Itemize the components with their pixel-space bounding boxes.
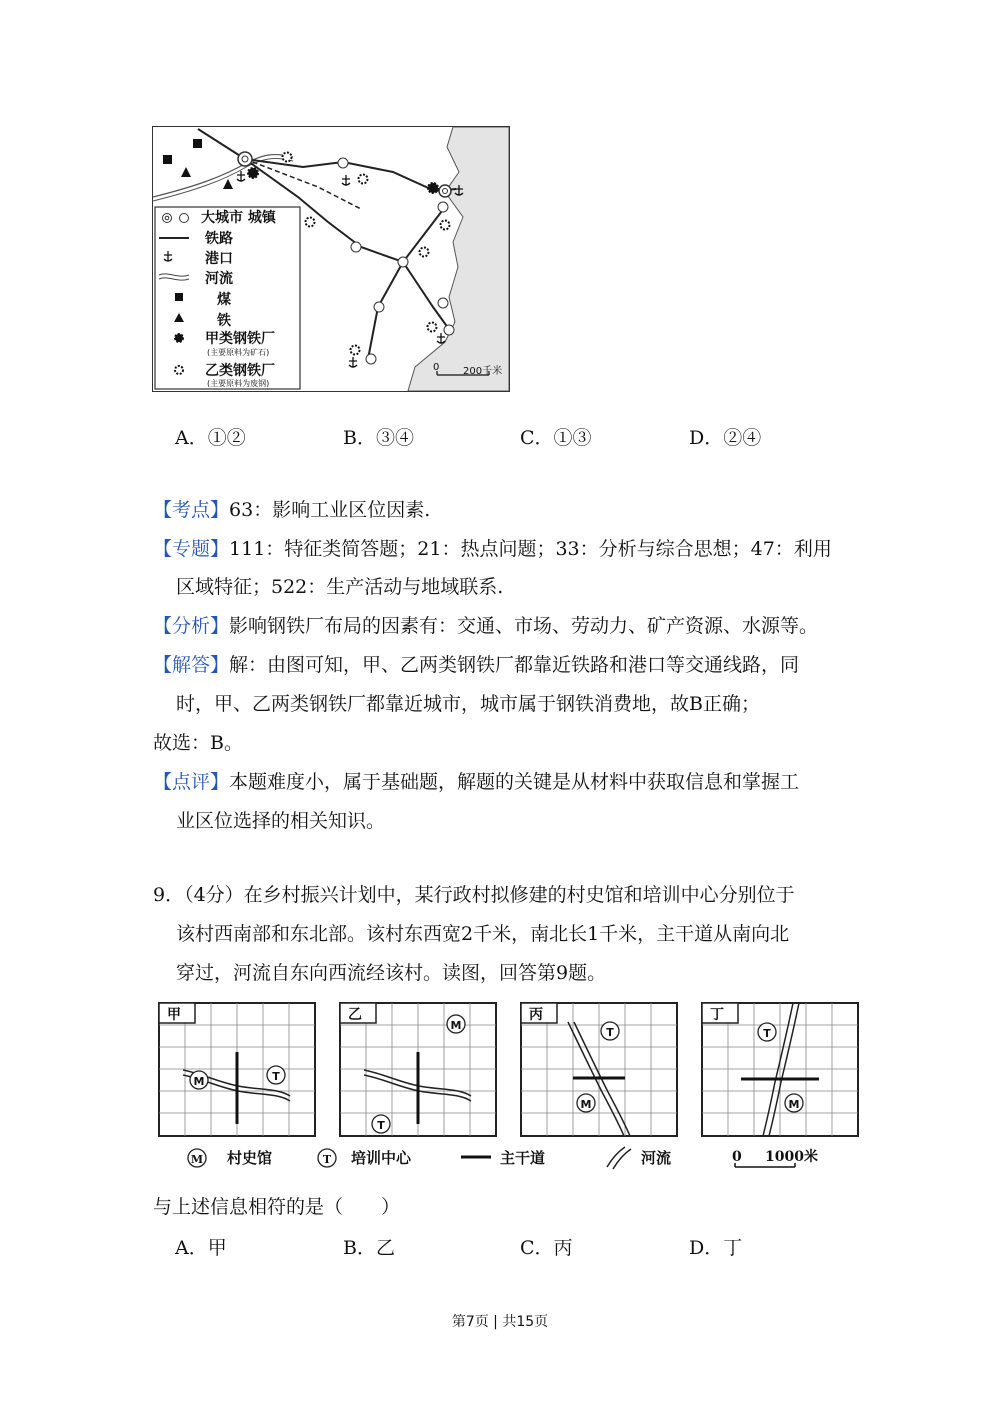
q9-stem-line-1: 9．（4分）在乡村振兴计划中，某行政村拟修建的村史馆和培训中心分别位于 [153, 884, 795, 906]
q8-option-b[interactable]: B．③④ [343, 427, 414, 449]
legend-town-symbol [180, 214, 189, 223]
jieda-tag: 【解答】 [153, 654, 230, 676]
town-marker [398, 257, 408, 267]
panel-jia [158, 1002, 316, 1137]
zhuanti-line-2: 区域特征；522：生产活动与地域联系. [176, 576, 504, 598]
panel-bing-label: 丙 [529, 1007, 543, 1023]
zhuanti-text: 111：特征类简答题；21：热点问题；33：分析与综合思想；47：利用 [229, 538, 832, 560]
q8-option-c[interactable]: C．①③ [520, 427, 592, 449]
legend-museum-label: 村史馆 [227, 1149, 273, 1167]
page-footer: 第7页 | 共15页 [451, 1314, 549, 1330]
panel-yi-museum-marker: M [450, 1019, 462, 1032]
dianping-tag: 【点评】 [153, 771, 230, 793]
jieda-line [153, 653, 799, 677]
fenxi-line [153, 614, 818, 638]
plant-b-marker [283, 153, 292, 162]
guxuan-line: 故选：B。 [153, 732, 243, 754]
legend-river-label: 河流 [205, 271, 233, 287]
coal-marker [193, 139, 202, 148]
plant-b-marker [351, 346, 360, 355]
legend-city-symbol [163, 214, 172, 223]
map-scale-label: 200千米 [463, 366, 503, 377]
fenxi-tag: 【分析】 [153, 615, 230, 637]
panel-ding-label: 丁 [710, 1007, 724, 1023]
dianping-text: 本题难度小，属于基础题，解题的关键是从材料中获取信息和掌握工 [229, 771, 800, 793]
big-city-marker [439, 185, 451, 197]
legend-museum-symbol: M [190, 1153, 204, 1166]
town-marker [438, 298, 448, 308]
q9-legend [175, 1143, 835, 1177]
q9-option-d[interactable]: D．丁 [689, 1237, 743, 1259]
legend-plant-b-symbol [175, 366, 183, 374]
q9-question: 与上述信息相符的是（ ） [153, 1196, 401, 1218]
legend-training-symbol: T [322, 1153, 332, 1166]
jieda-text: 解：由图可知，甲、乙两类钢铁厂都靠近铁路和港口等交通线路，同 [229, 654, 800, 676]
town-marker [438, 202, 448, 212]
legend-railway-label: 铁路 [205, 231, 233, 247]
steel-plant-map [152, 126, 510, 392]
plant-a-marker [248, 168, 258, 178]
legend-scale-label: 1000米 [765, 1149, 818, 1165]
panel-ding-training-marker: T [763, 1027, 771, 1040]
plant-b-marker [420, 248, 429, 257]
panel-jia-label: 甲 [167, 1007, 181, 1023]
river-line [153, 155, 293, 197]
legend-plant-b-note: (主要原料为废钢) [207, 379, 270, 388]
legend-plant-a-symbol [175, 334, 183, 342]
iron-marker [181, 167, 191, 177]
plant-b-marker [306, 218, 315, 227]
zhuanti-tag: 【专题】 [153, 538, 230, 560]
panel-ding-museum-marker: M [788, 1098, 800, 1111]
legend-coal-symbol [175, 293, 183, 301]
q9-stem-line-2: 该村西南部和东北部。该村东西宽2千米，南北长1千米，主干道从南向北 [176, 923, 790, 945]
q8-option-a[interactable]: A．①② [175, 427, 246, 449]
kaodian-line [153, 498, 430, 522]
q8-option-d[interactable]: D．②④ [689, 427, 762, 449]
kaodian-text: 63：影响工业区位因素. [229, 499, 431, 521]
legend-coal-label: 煤 [217, 292, 231, 308]
dianping-line-2: 业区位选择的相关知识。 [176, 810, 386, 832]
jieda-line-2: 时，甲、乙两类钢铁厂都靠近城市，城市属于钢铁消费地，故B正确； [176, 693, 760, 715]
legend-city-town-label: 大城市 城镇 [201, 210, 276, 226]
panel-bing-museum-marker: M [580, 1098, 592, 1111]
q9-option-a[interactable]: A．甲 [175, 1237, 227, 1259]
legend-port-label: 港口 [205, 251, 233, 267]
iron-marker [223, 179, 233, 189]
town-marker [366, 354, 376, 364]
legend-plant-a-note: (主要原料为矿石) [207, 348, 270, 357]
town-marker [374, 302, 384, 312]
plant-a-marker [428, 183, 438, 193]
panel-bing-training-marker: T [606, 1026, 614, 1039]
zhuanti-line [153, 537, 832, 561]
panel-yi [339, 1002, 497, 1137]
panel-bing [520, 1002, 678, 1137]
railway-line [368, 262, 403, 359]
river-line [153, 159, 293, 201]
legend-scale-zero: 0 [732, 1149, 742, 1165]
map-scale-zero: 0 [433, 362, 440, 373]
legend-plant-b-label: 乙类钢铁厂 [205, 363, 275, 379]
big-city-marker [238, 152, 252, 166]
panel-jia-training-marker: T [272, 1070, 280, 1083]
railway-line [403, 262, 451, 332]
plant-b-marker [359, 175, 368, 184]
panel-yi-training-marker: T [377, 1119, 385, 1132]
sea-area [408, 127, 509, 391]
panel-jia-graphic [158, 1002, 316, 1137]
town-marker [351, 242, 361, 252]
q9-option-b[interactable]: B．乙 [343, 1237, 395, 1259]
panel-ding [701, 1002, 859, 1137]
q9-stem-line-3: 穿过，河流自东向西流经该村。读图，回答第9题。 [176, 962, 607, 984]
panel-yi-label: 乙 [348, 1007, 362, 1023]
panel-bing-graphic [520, 1002, 678, 1137]
town-marker [444, 325, 454, 335]
fenxi-text: 影响钢铁厂布局的因素有：交通、市场、劳动力、矿产资源、水源等。 [229, 615, 819, 637]
legend-training-label: 培训中心 [351, 1149, 412, 1167]
town-marker [338, 158, 348, 168]
legend-river-symbol [607, 1147, 631, 1169]
dianping-line [153, 770, 799, 794]
legend-road-label: 主干道 [500, 1149, 546, 1167]
q9-legend-graphic [175, 1143, 835, 1177]
panel-yi-graphic [339, 1002, 497, 1137]
coal-marker [163, 155, 172, 164]
legend-iron-label: 铁 [217, 313, 231, 329]
legend-plant-a-label: 甲类钢铁厂 [205, 331, 275, 347]
plant-b-marker [441, 221, 450, 230]
kaodian-tag: 【考点】 [153, 499, 230, 521]
legend-river-label: 河流 [641, 1149, 672, 1167]
panel-jia-museum-marker: M [193, 1075, 205, 1088]
plant-b-marker [428, 323, 437, 332]
railway-line [198, 129, 456, 191]
q9-option-c[interactable]: C．丙 [520, 1237, 573, 1259]
panel-ding-graphic [701, 1002, 859, 1137]
